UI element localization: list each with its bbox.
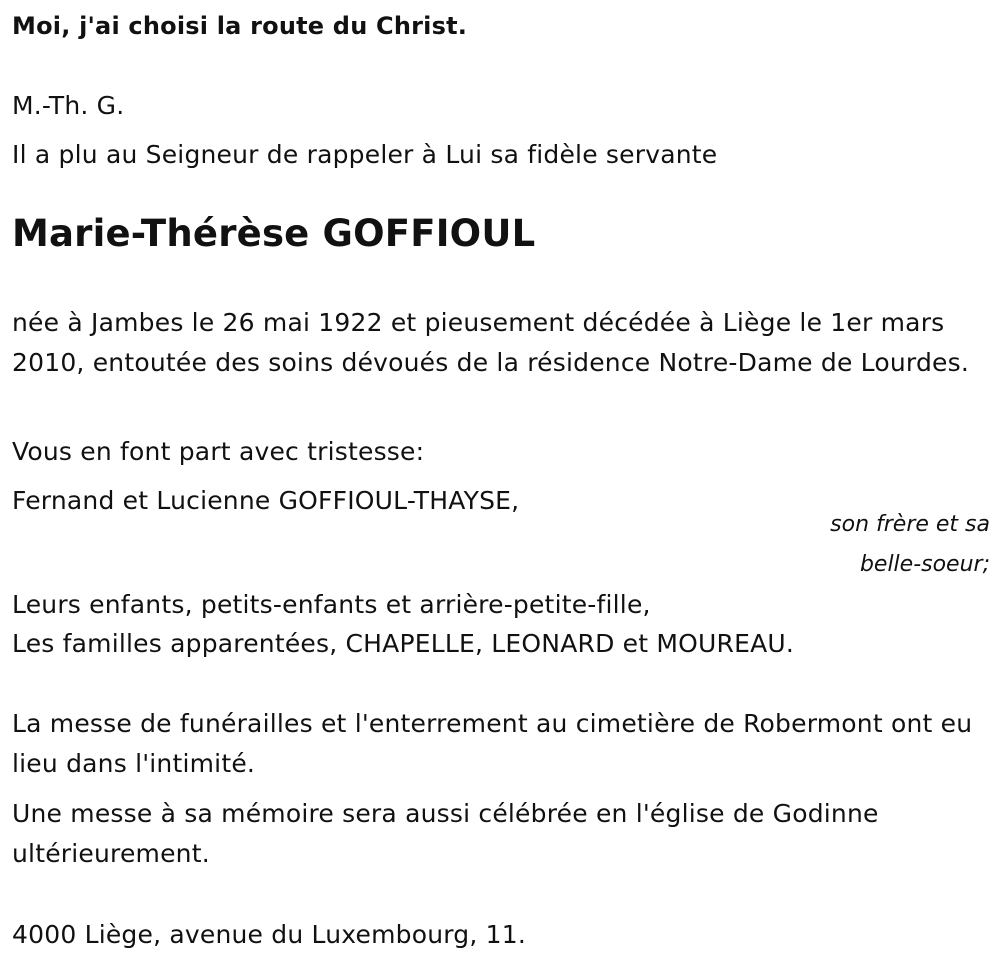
family-member-1-role-line-2: belle-soeur; [859, 552, 990, 577]
announcement-text: Vous en font part avec tristesse: [12, 437, 425, 466]
birth-death-paragraph: née à Jambes le 26 mai 1922 et pieusement décédée à Liège le 1er mars 2010, entoutée des soins dévoués de la résidence Notre-Dame de Lourdes. [12, 308, 969, 377]
family-member-1-role-line-1: son frère et sa [830, 512, 990, 537]
address: 4000 Liège, avenue du Luxembourg, 11. [12, 920, 527, 949]
initials: M.-Th. G. [12, 91, 125, 120]
family-member-1: Fernand et Lucienne GOFFIOUL-THAYSE, [12, 486, 520, 515]
funeral-paragraph: La messe de funérailles et l'enterrement au cimetière de Robermont ont eu lieu dans l'intimité. [12, 709, 973, 778]
deceased-name: Marie-Thérèse GOFFIOUL [12, 212, 536, 255]
memorial-paragraph: Une messe à sa mémoire sera aussi célébrée en l'église de Godinne ultérieurement. [12, 799, 879, 868]
intro-text: Il a plu au Seigneur de rappeler à Lui sa fidèle servante [12, 140, 718, 169]
family-member-2: Leurs enfants, petits-enfants et arrière-petite-fille, [12, 590, 651, 619]
motto: Moi, j'ai choisi la route du Christ. [12, 12, 468, 40]
family-member-3: Les familles apparentées, CHAPELLE, LEONARD et MOUREAU. [12, 629, 795, 658]
